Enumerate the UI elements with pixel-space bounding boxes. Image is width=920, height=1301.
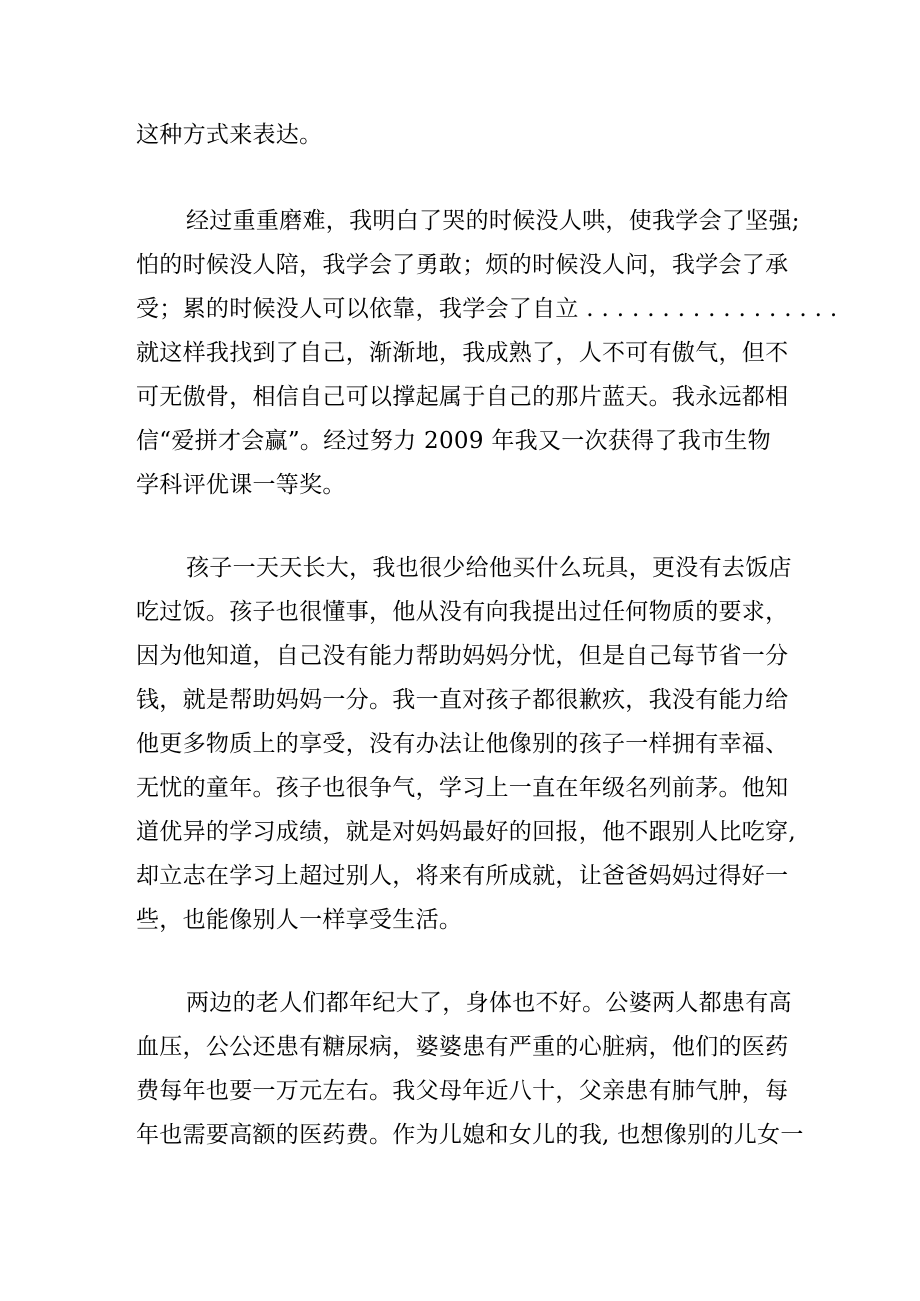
paragraph-2-line-2: 怕的时候没人陪，我学会了勇敢；烦的时候没人问，我学会了承 xyxy=(136,252,789,278)
paragraph-2-line-6: 信“爱拼才会赢”。经过努力 2009 年我又一次获得了我市生物 xyxy=(136,428,771,454)
paragraph-3-line-7: 道优异的学习成绩，就是对妈妈最好的回报，他不跟别人比吃穿, xyxy=(136,819,797,845)
paragraph-4-line-4: 年也需要高额的医药费。作为儿媳和女儿的我, 也想像别的儿女一 xyxy=(136,1122,804,1148)
paragraph-4-line-2: 血压，公公还患有糖尿病，婆婆患有严重的心脏病，他们的医药 xyxy=(136,1034,789,1060)
paragraph-2-line-4: 就这样我找到了自己，渐渐地，我成熟了，人不可有傲气，但不 xyxy=(136,340,789,366)
paragraph-2-line-7: 学科评优课一等奖。 xyxy=(136,472,346,498)
paragraph-3-line-8: 却立志在学习上超过别人，将来有所成就，让爸爸妈妈过得好一 xyxy=(136,863,789,889)
paragraph-2-line-5: 可无傲骨，相信自己可以撑起属于自己的那片蓝天。我永远都相 xyxy=(136,384,789,410)
paragraph-2-line-3: 受；累的时候没人可以依靠，我学会了自立 . . . . . . . . . . . . . . . . . xyxy=(136,296,838,322)
paragraph-3-line-2: 吃过饭。孩子也很懂事，他从没有向我提出过任何物质的要求， xyxy=(136,599,789,625)
paragraph-3-line-6: 无忧的童年。孩子也很争气，学习上一直在年级名列前茅。他知 xyxy=(136,775,789,801)
paragraph-4-line-3: 费每年也要一万元左右。我父母年近八十，父亲患有肺气肿，每 xyxy=(136,1078,789,1104)
paragraph-3-line-3: 因为他知道，自己没有能力帮助妈妈分忧，但是自己每节省一分 xyxy=(136,643,789,669)
paragraph-3-line-4: 钱，就是帮助妈妈一分。我一直对孩子都很歉疚，我没有能力给 xyxy=(136,687,789,713)
paragraph-1-line-1: 这种方式来表达。 xyxy=(136,122,323,148)
paragraph-3-line-9: 些，也能像别人一样享受生活。 xyxy=(136,907,463,933)
paragraph-2-line-1: 经过重重磨难，我明白了哭的时候没人哄，使我学会了坚强; xyxy=(186,208,800,234)
paragraph-3-line-1: 孩子一天天长大，我也很少给他买什么玩具，更没有去饭店 xyxy=(186,555,792,581)
paragraph-3-line-5: 他更多物质上的享受，没有办法让他像别的孩子一样拥有幸福、 xyxy=(136,731,789,757)
paragraph-4-line-1: 两边的老人们都年纪大了，身体也不好。公婆两人都患有高 xyxy=(186,990,792,1016)
